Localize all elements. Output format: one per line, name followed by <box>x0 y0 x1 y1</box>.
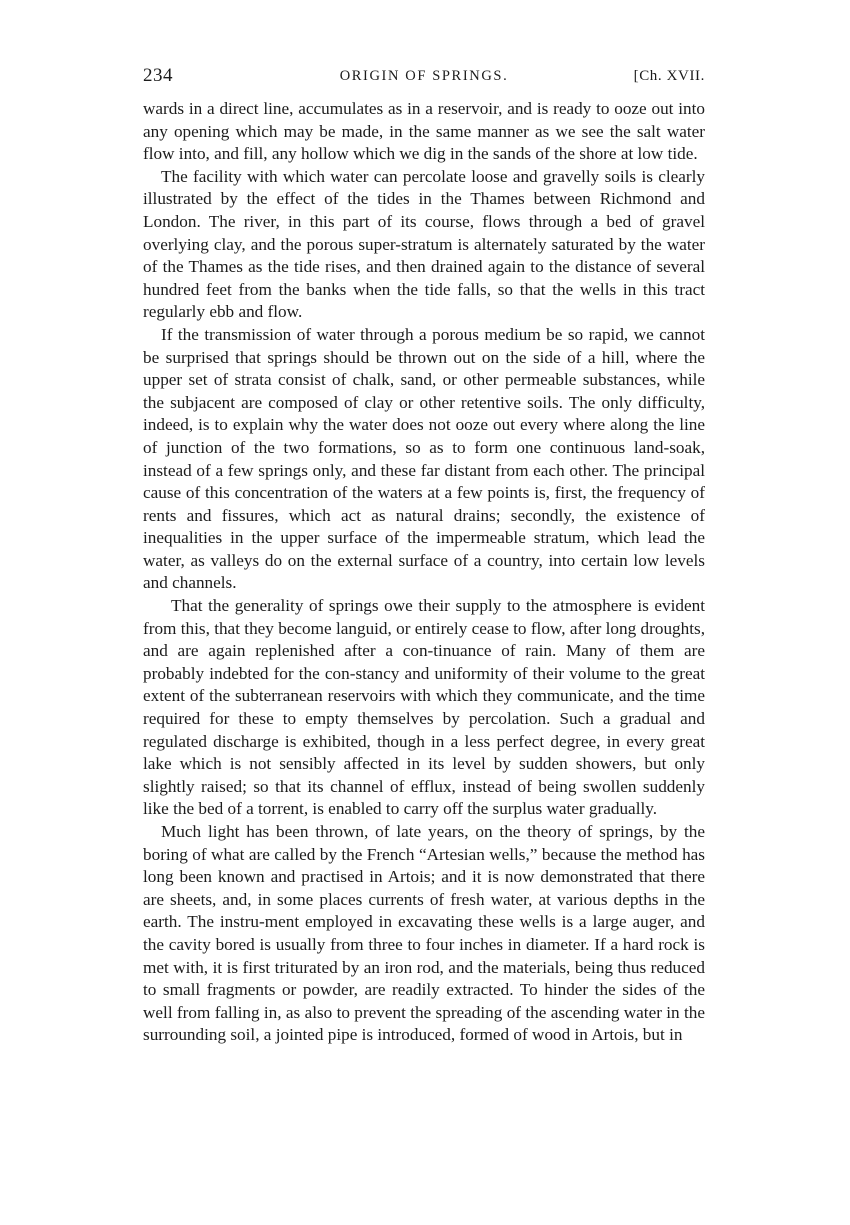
running-head <box>143 62 705 90</box>
paragraph-continued: wards in a direct line, accumulates as in a reservoir, and is ready to ooze out into any opening which may be made, in the same manner as we see the salt water flow into, and fill, any hollow which we dig in the sands of the shore at low tide. <box>143 99 705 164</box>
book-page <box>143 62 705 1047</box>
chapter-reference: [Ch. XVII. <box>633 68 705 84</box>
paragraph-hillside-springs: If the transmission of water through a porous medium be so rapid, we cannot be surprised that springs should be thrown out on the side of a hill, where the upper set of strata consist of chalk, sand, or other permeable substances, while the subjacent are composed of clay or other retentive soils. The only difficulty, indeed, is to explain why the water does not ooze out every where along the line of junction of the two formations, so as to form one continuous land-soak, instead of a few springs only, and these far distant from each other. The principal cause of this concentration of the waters at a few points is, first, the frequency of rents and fissures, which act as natural drains; secondly, the existence of inequalities in the upper surface of the impermeable stratum, which lead the water, as valleys do on the external surface of a country, into certain low levels and channels. <box>143 324 705 593</box>
paragraph-thames-tides: The facility with which water can percolate loose and gravelly soils is clearly illustrated by the effect of the tides in the Thames between Richmond and London. The river, in this part of its course, flows through a bed of gravel overlying clay, and the porous super-stratum is alternately saturated by the water of the Thames as the tide rises, and then drained again to the distance of several hundred feet from the banks when the tide falls, so that the wells in this tract regularly ebb and flow. <box>143 166 705 322</box>
running-title: ORIGIN OF SPRINGS. <box>339 68 509 84</box>
paragraph-atmospheric-supply: That the generality of springs owe their supply to the atmosphere is evident from this, that they become languid, or entirely cease to flow, after long droughts, and are again replenished after a con-tinuance of rain. Many of them are probably indebted for the con-stancy and uniformity of their volume to the great extent of the subterranean reservoirs with which they communicate, and the time required for these to empty themselves by percolation. Such a gradual and regulated discharge is exhibited, though in a less perfect degree, in every great lake which is not sensibly affected in its level by sudden showers, but only slightly raised; so that its channel of efflux, instead of being swollen suddenly like the bed of a torrent, is enabled to carry off the surplus water gradually. <box>143 596 705 819</box>
body-text <box>143 98 705 1047</box>
page-number: 234 <box>143 65 173 86</box>
paragraph-artesian-wells: Much light has been thrown, of late years, on the theory of springs, by the boring of what are called by the French “Artesian wells,” because the method has long been known and practised in Artois; and it is now demonstrated that there are sheets, and, in some places currents of fresh water, at various depths in the earth. The instru-ment employed in excavating these wells is a large auger, and the cavity bored is usually from three to four inches in diameter. If a hard rock is met with, it is first triturated by an iron rod, and the materials, being thus reduced to small fragments or powder, are readily extracted. To hinder the sides of the well from falling in, as also to prevent the spreading of the ascending water in the surrounding soil, a jointed pipe is introduced, formed of wood in Artois, but in <box>143 822 705 1045</box>
